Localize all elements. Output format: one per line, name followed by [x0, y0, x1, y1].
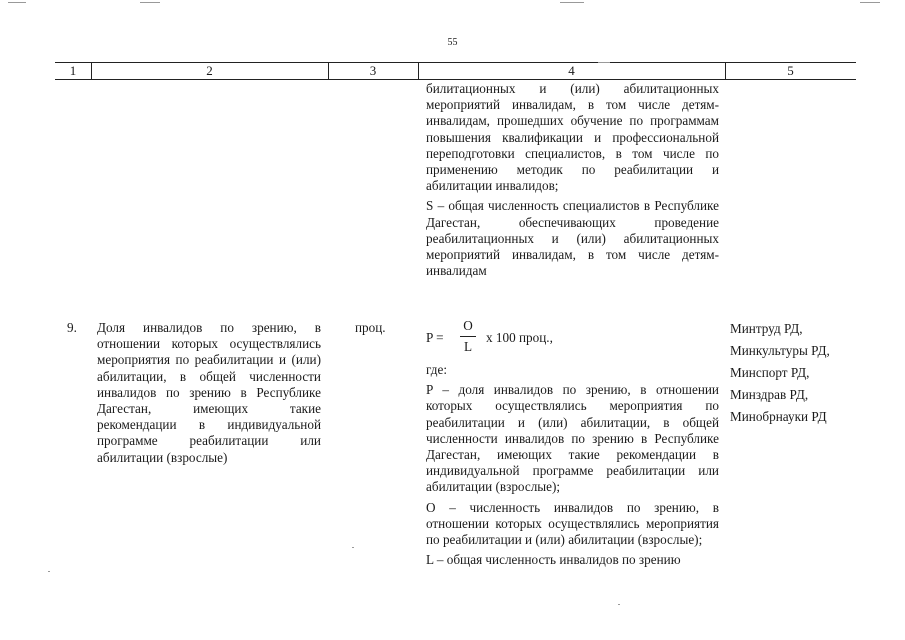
header-col-3: 3	[369, 63, 377, 78]
definitions	[426, 362, 719, 568]
formula-rhs: x 100 проц.,	[486, 330, 553, 345]
o-definition: O – численность инвалидов по зрению, в отношении которых осуществлялись мероприятия по реабилитации и (или) абилитации (взрослые);	[426, 499, 719, 548]
scan-artifact	[140, 2, 160, 3]
formula-lhs: P =	[426, 330, 444, 345]
scan-artifact	[8, 2, 26, 3]
executor-mintrud: Минтруд РД,	[730, 321, 803, 336]
formula-denominator: L	[463, 339, 473, 354]
l-definition: L – общая численность инвалидов по зрению	[426, 552, 681, 568]
header-col-4: 4	[568, 63, 575, 78]
scan-artifact	[560, 2, 584, 3]
formula-fraction	[460, 318, 476, 355]
header-col-5: 5	[787, 63, 794, 78]
unit-of-measure: проц.	[355, 320, 386, 335]
table-header	[55, 62, 856, 80]
formula-numerator: O	[463, 318, 473, 333]
p-definition: P – доля инвалидов по зрению, в отношении которых осуществлялись мероприятия по реабилитации и (или) абилитации, в общей численности инвалидов по зрению в Республике Дагестан, имеющих такие рекомендации в индивидуальной программе реабилитации или абилитации (взрослые);	[426, 382, 719, 495]
executor-minobrnauki: Минобрнауки РД	[730, 409, 827, 424]
indicator-name: Доля инвалидов по зрению, в отношении которых осуществлялись мероприятия по реабилитации и (или) абилитации, в общей численности инвалидов по зрению в Республике Дагестан, имеющих такие рекомендации в индивидуальной программе реабилитации или абилитации (взрослые)	[97, 320, 321, 465]
page-number: 55	[447, 37, 458, 48]
executor-minzdrav: Минздрав РД,	[730, 387, 809, 402]
scan-artifact	[618, 604, 620, 605]
continued-description	[426, 81, 719, 279]
where-label: где:	[426, 362, 447, 377]
s-definition: S – общая численность специалистов в Республике Дагестан, обеспечивающих проведение реабилитационных и (или) абилитационных мероприятий инвалидам, в том числе детям-инвалидам	[426, 198, 719, 279]
row-number: 9.	[67, 320, 77, 335]
scan-artifact	[48, 571, 50, 572]
scan-artifact	[598, 62, 610, 63]
header-col-2: 2	[206, 63, 213, 78]
executor-minsport: Минспорт РД,	[730, 365, 810, 380]
responsible-executors	[730, 318, 830, 428]
header-col-1: 1	[69, 63, 77, 78]
fraction-bar	[460, 336, 476, 337]
scan-artifact	[860, 2, 880, 3]
continued-paragraph: билитационных и (или) абилитационных мероприятий инвалидам, в том числе детям-инвалидам, прошедших обучение по программам повышения квалификации и профессиональной переподготовки специалистов, в том числе по применению методик по реабилитации и абилитации инвалидов;	[426, 81, 719, 194]
executor-minkultury: Минкультуры РД,	[730, 343, 830, 358]
scan-artifact	[352, 547, 354, 548]
